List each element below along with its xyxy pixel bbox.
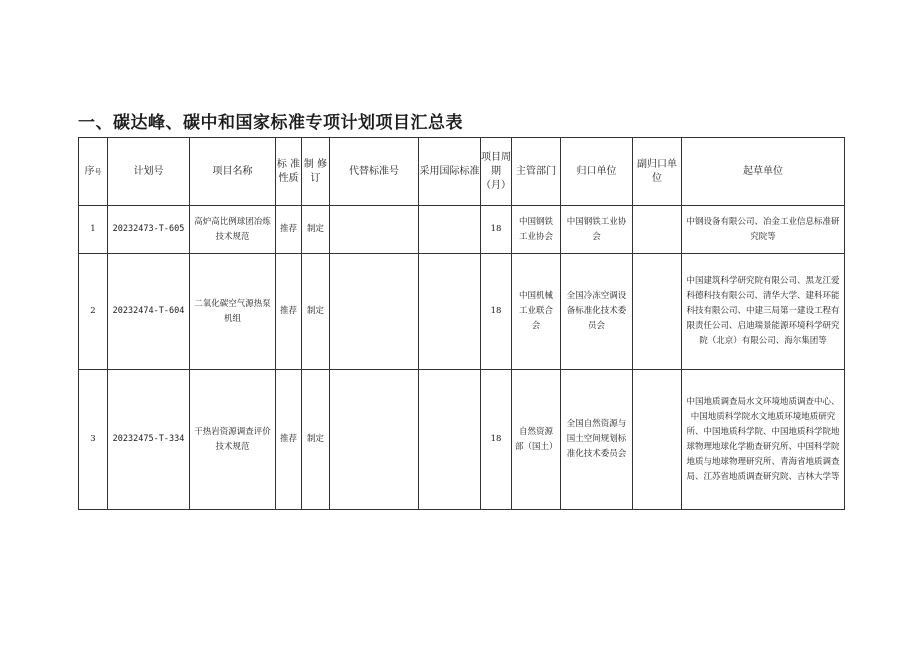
cell-project-name: 干热岩资源调查评价技术规范 xyxy=(190,370,276,510)
cell-drafter: 中钢设备有限公司、冶金工业信息标准研究院等 xyxy=(682,206,845,254)
cell-replace-std xyxy=(330,370,419,510)
cell-cycle: 18 xyxy=(481,254,512,370)
cell-std-nature: 推荐 xyxy=(276,206,302,254)
header-sub-unit: 副归口单位 xyxy=(633,138,682,206)
header-revise: 制 修订 xyxy=(302,138,330,206)
header-drafter: 起草单位 xyxy=(682,138,845,206)
table-header-row xyxy=(79,138,845,206)
table-row xyxy=(79,370,845,510)
page-title: 一、碳达峰、碳中和国家标准专项计划项目汇总表 xyxy=(78,113,463,133)
cell-seq: 2 xyxy=(79,254,108,370)
header-replace-std: 代替标准号 xyxy=(330,138,419,206)
cell-dept: 自然资源部（国土） xyxy=(512,370,561,510)
cell-unit: 全国自然资源与国土空间规划标准化技术委员会 xyxy=(561,370,633,510)
cell-seq: 1 xyxy=(79,206,108,254)
cell-sub-unit xyxy=(633,206,682,254)
cell-drafter: 中国地质调查局水文环境地质调查中心、中国地质科学院水文地质环境地质研究所、中国地质科学院、中国地质科学院地球物理地球化学勘查研究所、中国科学院地质与地球物理研究所、青海省地质调查局、江苏省地质调查研究院、吉林大学等 xyxy=(682,370,845,510)
cell-sub-unit xyxy=(633,370,682,510)
header-intl-std: 采用国际标准 xyxy=(419,138,481,206)
cell-intl-std xyxy=(419,206,481,254)
cell-std-nature: 推荐 xyxy=(276,370,302,510)
header-plan-no: 计划号 xyxy=(108,138,190,206)
cell-plan-no: 20232474-T-604 xyxy=(108,254,190,370)
cell-intl-std xyxy=(419,254,481,370)
cell-cycle: 18 xyxy=(481,206,512,254)
cell-sub-unit xyxy=(633,254,682,370)
cell-dept: 中国机械工业联合会 xyxy=(512,254,561,370)
header-unit: 归口单位 xyxy=(561,138,633,206)
cell-replace-std xyxy=(330,254,419,370)
table-row xyxy=(79,254,845,370)
cell-unit: 中国钢铁工业协会 xyxy=(561,206,633,254)
cell-plan-no: 20232473-T-605 xyxy=(108,206,190,254)
header-seq: 序号 xyxy=(79,138,108,206)
cell-unit: 全国冷冻空调设备标准化技术委员会 xyxy=(561,254,633,370)
cell-project-name: 高炉高比例球团冶炼技术规范 xyxy=(190,206,276,254)
cell-revise: 制定 xyxy=(302,254,330,370)
cell-project-name: 二氧化碳空气源热泵机组 xyxy=(190,254,276,370)
header-project-name: 项目名称 xyxy=(190,138,276,206)
cell-plan-no: 20232475-T-334 xyxy=(108,370,190,510)
header-std-nature: 标 准性质 xyxy=(276,138,302,206)
header-cycle: 项目周期（月） xyxy=(481,138,512,206)
cell-replace-std xyxy=(330,206,419,254)
header-dept: 主管部门 xyxy=(512,138,561,206)
cell-seq: 3 xyxy=(79,370,108,510)
cell-std-nature: 推荐 xyxy=(276,254,302,370)
cell-intl-std xyxy=(419,370,481,510)
cell-dept: 中国钢铁工业协会 xyxy=(512,206,561,254)
cell-drafter: 中国建筑科学研究院有限公司、黑龙江爱科德科技有限公司、清华大学、建科环能科技有限公司、中建三局第一建设工程有限责任公司、启迪瑞景能源环境科学研究院（北京）有限公司、海尔集团等 xyxy=(682,254,845,370)
standards-plan-table xyxy=(78,137,845,510)
table-row xyxy=(79,206,845,254)
cell-revise: 制定 xyxy=(302,370,330,510)
cell-revise: 制定 xyxy=(302,206,330,254)
cell-cycle: 18 xyxy=(481,370,512,510)
